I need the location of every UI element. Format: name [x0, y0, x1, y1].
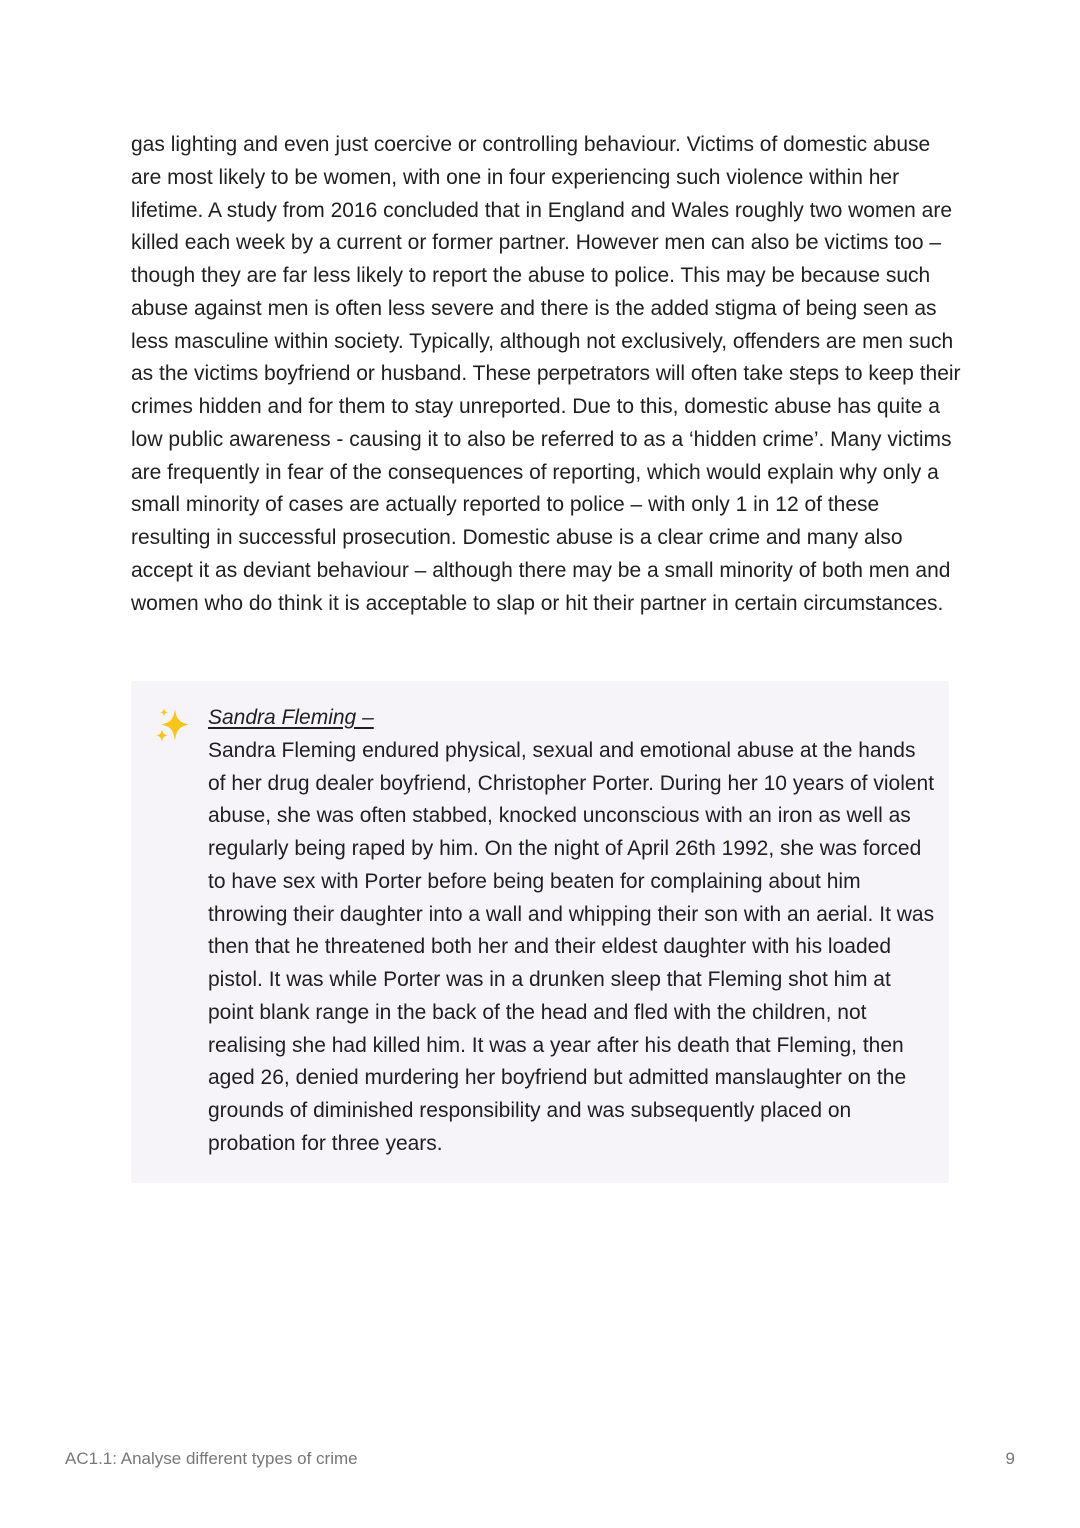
callout-body: Sandra Fleming endured physical, sexual and emotional abuse at the hands of her drug dealer boyfriend, Christopher Porter. During her 10 years of violent abuse, she was often stabbed, knocked unconscious with an iron as well as regularly being raped by him. On the night of April 26th 1992, she was forced to have sex with Porter before being beaten for complaining about him throwing their daughter into a wall and whipping their son with an aerial. It was then that he threatened both her and their eldest daughter with his loaded pistol. It was while Porter was in a drunken sleep that Fleming shot him at point blank range in the back of the head and fled with the children, not realising she had killed him. It was a year after his death that Fleming, then aged 26, denied murdering her boyfriend but admitted manslaughter on the grounds of diminished responsibility and was subsequently placed on probation for three years. [208, 738, 935, 1155]
footer-section-title: AC1.1: Analyse different types of crime [65, 1449, 358, 1468]
body-paragraph: gas lighting and even just coercive or controlling behaviour. Victims of domestic abuse are most likely to be women, with one in four experiencing such violence within her lifetime. A study from 2016 concluded that in England and Wales roughly two women are killed each week by a current or former partner. However men can also be victims too – though they are far less likely to report the abuse to police. This may be because such abuse against men is often less severe and there is the added stigma of being seen as less masculine within society. Typically, although not exclusively, offenders are men such as the victims boyfriend or husband. These perpetrators will often take steps to keep their crimes hidden and for them to stay unreported. Due to this, domestic abuse has quite a low public awareness - causing it to also be referred to as a ‘hidden crime’. Many victims are frequently in fear of the consequences of reporting, which would explain why only a small minority of cases are actually reported to police – with only 1 in 12 of these resulting in successful prosecution. Domestic abuse is a clear crime and many also accept it as deviant behaviour – although there may be a small minority of both men and women who do think it is acceptable to slap or hit their partner in certain circumstances. [131, 133, 961, 615]
callout-content [208, 702, 938, 1161]
case-study-callout [131, 681, 949, 1183]
page-number: 9 [1005, 1449, 1015, 1468]
sparkles-icon [151, 705, 195, 749]
callout-title: Sandra Fleming – [208, 706, 374, 729]
